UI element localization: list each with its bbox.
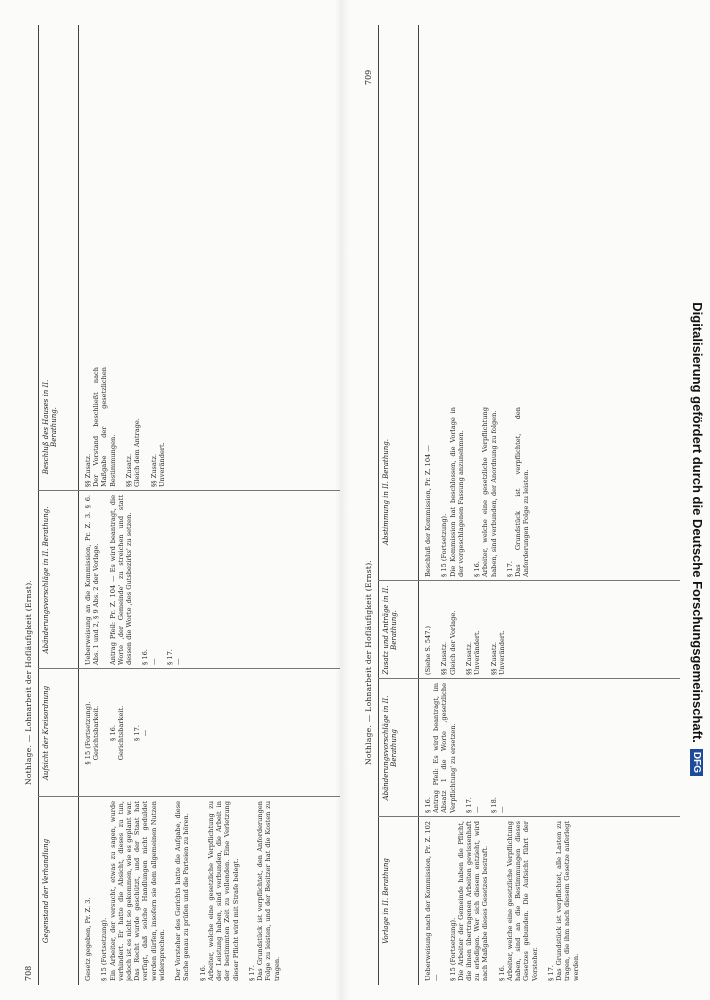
column-divider [378,580,680,581]
column-body: Gesetz gegeben, Pr. Z. 3. § 15 (Fortsetzung). Ein Arbeiter, der versucht, etwas zu sagen, wurde verhindert. Er hatte die Absicht, dieses zu tun, jedoch ist es nicht so gekommen, wie es geplant war. Das Recht wurde geschützt, und der Staat hat verfügt, daß solche Handlungen nicht geduldet werden dürfen, insofern sie dem allgemeinen Nutzen widersprechen. Der Vorsteher des Gerichts hatte die Aufgabe, diese Sache genau zu prüfen und die Parteien zu hören. § 16. Arbeiter, welche eine gesetzliche Verpflichtung zu der Leistung haben, sind verbunden, die Arbeit in der bestimmten Zeit zu vollenden. Eine Verletzung dieser Pflicht wird mit Strafe belegt. § 17. Das Grundstück ist verpflichtet, den Anforderungen Folge zu leisten, und der Besitzer hat die Kosten zu tragen. [84,801,281,981]
column-header: Gegenstand der Verhandlung [42,838,50,944]
banner-caption: Digitalisierung gefördert durch die Deutsche Forschungsgemeinschaft. [690,302,705,743]
column-divider [38,796,340,797]
column-header: Aufsicht der Kreisordnung [42,685,50,781]
column-divider [38,668,340,669]
banner-text [688,6,706,776]
right-page [360,25,680,985]
header-rule [38,25,39,985]
column-header: Abstimmung in II. Berathung. [382,439,390,545]
column-divider [378,678,680,679]
column-body: § 15 (Fortsetzung). Gerichtsbarkeit. § 16. Gerichtsbarkeit. § 17. — [84,701,150,765]
column-header: Beschluß des Hauses in II. Berathung. [42,379,58,475]
column-body: (Siehe S. 547.) §§ Zusatz. Gleich der Vorlage. §§ Zusatz. Unverändert. §§ Zusatz. Unverändert. [424,610,506,675]
column-body: Ueberweisung an die Kommission, Pr. Z. 3. § 6. Abs. 1 und 2, § 9 Abs. 2 der Vorlage. Antrag Pfeil: Pr. Z. 104 — Es wird beantragt, die Worte ‚der Gemeinde' zu streichen und statt dessen die Worte ‚des Gutsbezirks' zu setzen. § 16. — § 17. — [84,495,183,665]
digitization-banner [688,6,706,776]
column-divider [378,816,680,817]
page-number: 708 [24,965,33,981]
header-rule [418,25,419,985]
column-header: Vorlage in II. Berathung [382,858,390,944]
column-divider [38,490,340,491]
column-body: Ueberweisung nach der Kommission, Pr. Z. 102 — § 15 (Fortsetzung). Die Arbeiter der Gemeinde haben die Pflicht, die ihnen übertragenen Arbeiten gewissenhaft zu erledigen. Wer sich diesem entzieht, wird nach Maßgabe dieses Gesetzes bestraft. § 16. Arbeiter, welche eine gesetzliche Verpflichtung haben, sind an die Bestimmungen dieses Gesetzes gebunden. Die Aufsicht führt der Vorsteher. § 17. Das Grundstück ist verpflichtet, alle Lasten zu tragen, die ihm nach diesem Gesetze auferlegt werden. [424,821,580,981]
left-page [20,25,340,985]
column-body: Beschluß der Kommission, Pr. Z. 104 — § 15 (Fortsetzung). Die Kommission hat beschlossen, die Vorlage in der vorgeschlagenen Fassung anzunehmen. § 16. Arbeiter, welche eine gesetzliche Verpflichtung haben, sind verbunden, der Anordnung zu folgen. § 17. Das Grundstück ist verpflichtet, den Anforderungen Folge zu leisten. [424,407,531,577]
page-title: Nothlage. — Lohnarbeit der Hofläufigkeit (Ernst). [364,559,373,765]
page-number: 709 [364,69,373,85]
column-header: Zusatz und Anträge in II. Berathung. [382,585,398,675]
dfg-logo-icon: DFG [690,749,703,776]
column-header: Abänderungsvorschläge in II. Berathung. [42,506,50,654]
header-rule [378,25,379,985]
column-body: § 16. Antrag Pfeil: Es wird beantragt, im Absatz 1 die Worte ‚gesetzliche Verpflichtung' zu ersetzen. § 17. — § 18. — [424,683,506,813]
column-body: §§ Zusatz. Der Vorstand beschließt nach Maßgabe der gesetzlichen Bestimmungen. §§ Zusatz. Gleich dem Antrage. §§ Zusatz. Unverändert. [84,367,166,487]
column-header: Abänderungsvorschläge in II. Berathung [382,695,398,801]
header-rule [78,25,79,985]
page-title: Nothlage. — Lohnarbeit der Hofläufigkeit (Ernst). [24,579,33,785]
